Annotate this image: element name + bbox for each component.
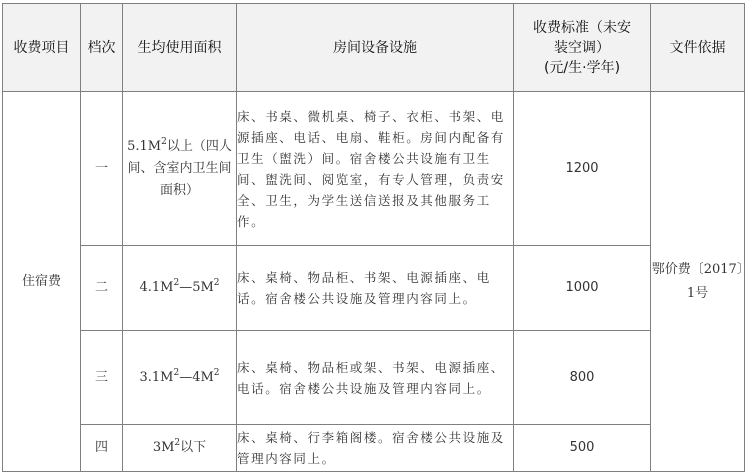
- level-cell: 四: [81, 425, 123, 472]
- table-row: [3, 425, 745, 472]
- header-area: 生均使用面积: [123, 4, 237, 92]
- area-cell: [123, 425, 237, 472]
- level-cell: 二: [81, 246, 123, 331]
- fee-cell: 1200: [514, 92, 651, 246]
- area-exponent: 2: [213, 367, 220, 378]
- area-value: 5.1M: [127, 138, 162, 154]
- table-row: [3, 246, 745, 331]
- table-row: [3, 331, 745, 425]
- facilities-cell: 床、桌椅、行李箱阁楼。宿舍楼公共设施及管理内容同上。: [237, 425, 514, 472]
- area-range-end: —4M: [179, 369, 214, 385]
- area-value: 3.1M: [139, 369, 174, 385]
- header-row: [3, 4, 745, 92]
- area-cell: [123, 246, 237, 331]
- table-row: [3, 92, 745, 246]
- header-level: 档次: [81, 4, 123, 92]
- header-facilities: 房间设备设施: [237, 4, 514, 92]
- area-cell: [123, 331, 237, 425]
- level-cell: 一: [81, 92, 123, 246]
- area-cell: [123, 92, 237, 246]
- area-value: 3M: [152, 440, 175, 455]
- facilities-cell: 床、桌椅、物品柜、书架、电源插座、电话。宿舍楼公共设施及管理内容同上。: [237, 246, 514, 331]
- header-fee-line1: 收费标准（未安: [533, 19, 631, 36]
- fee-cell: 500: [514, 425, 651, 472]
- area-exponent: 2: [173, 367, 180, 378]
- area-range-end: —5M: [179, 280, 214, 295]
- header-fee: [514, 4, 651, 92]
- facilities-cell: 床、书桌、微机桌、椅子、衣柜、书架、电源插座、电话、电扇、鞋柜。房间内配备有卫生（盥洗）间。宿舍楼公共设施有卫生间、盥洗间、阅览室，有专人管理，负责安全、卫生，为学生送信送报及其他服务工作。: [237, 92, 514, 246]
- basis-cell: 鄂价费〔2017〕1号: [651, 92, 745, 472]
- fee-cell: 800: [514, 331, 651, 425]
- area-value: 4.1M: [139, 280, 174, 295]
- item-name-cell: 住宿费: [3, 92, 81, 472]
- fee-table: [2, 3, 745, 472]
- header-fee-line2: 装空调）: [554, 39, 610, 56]
- header-fee-line3: (元/生·学年): [543, 59, 621, 76]
- facilities-cell: 床、桌椅、物品柜或架、书架、电源插座、电话。宿舍楼公共设施及管理内容同上。: [237, 331, 514, 425]
- area-exponent: 2: [213, 278, 220, 288]
- header-basis: 文件依据: [651, 4, 745, 92]
- area-suffix: 以上（四人间、含室内卫生间面积）: [127, 138, 232, 198]
- level-cell: 三: [81, 331, 123, 425]
- fee-cell: 1000: [514, 246, 651, 331]
- area-exponent: 2: [173, 278, 180, 288]
- header-item: 收费项目: [3, 4, 81, 92]
- area-exponent: 2: [161, 136, 167, 147]
- area-exponent: 2: [174, 438, 181, 448]
- area-suffix: 以下: [180, 440, 207, 455]
